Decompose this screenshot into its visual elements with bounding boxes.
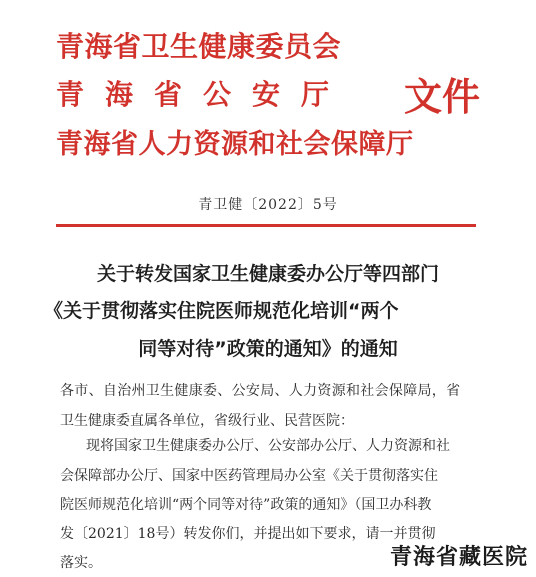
body-paragraph-line-5: 落实。 <box>60 555 102 571</box>
body-recipients-1: 各市、自治州卫生健康委、公安局、人力资源和社会保障局，省 <box>60 383 461 399</box>
watermark-text: 青海省藏医院 <box>389 545 528 570</box>
body-paragraph-line-3: 院医师规范化培训“两个同等对待”政策的通知》（国卫办科教 <box>60 497 432 513</box>
title-line-3: 同等对待”政策的通知》的通知 <box>138 338 398 360</box>
red-separator-rule <box>56 224 476 227</box>
body-recipients-2: 卫生健康委直属各单位，省级行业、民营医院： <box>60 413 354 429</box>
document-word: 文件 <box>404 75 481 119</box>
title-line-2: 《关于贯彻落实住院医师规范化培训“两个 <box>44 300 399 322</box>
issuer-public-security: 青海省公安厅 <box>56 78 351 111</box>
body-paragraph-line-1: 现将国家卫生健康委办公厅、公安部办公厅、人力资源和社 <box>86 438 450 454</box>
title-line-1: 关于转发国家卫生健康委办公厅等四部门 <box>96 263 439 285</box>
issuer-health-commission: 青海省卫生健康委员会 <box>56 30 342 63</box>
issuer-human-resources: 青海省人力资源和社会保障厅 <box>56 129 414 160</box>
body-paragraph-line-4: 发〔2021〕18号）转发你们，并提出如下要求，请一并贯彻 <box>60 526 436 542</box>
body-paragraph-line-2: 会保障部办公厅、国家中医药管理局办公室《关于贯彻落实住 <box>60 468 438 484</box>
document-number: 青卫健〔2022〕5号 <box>198 197 338 213</box>
